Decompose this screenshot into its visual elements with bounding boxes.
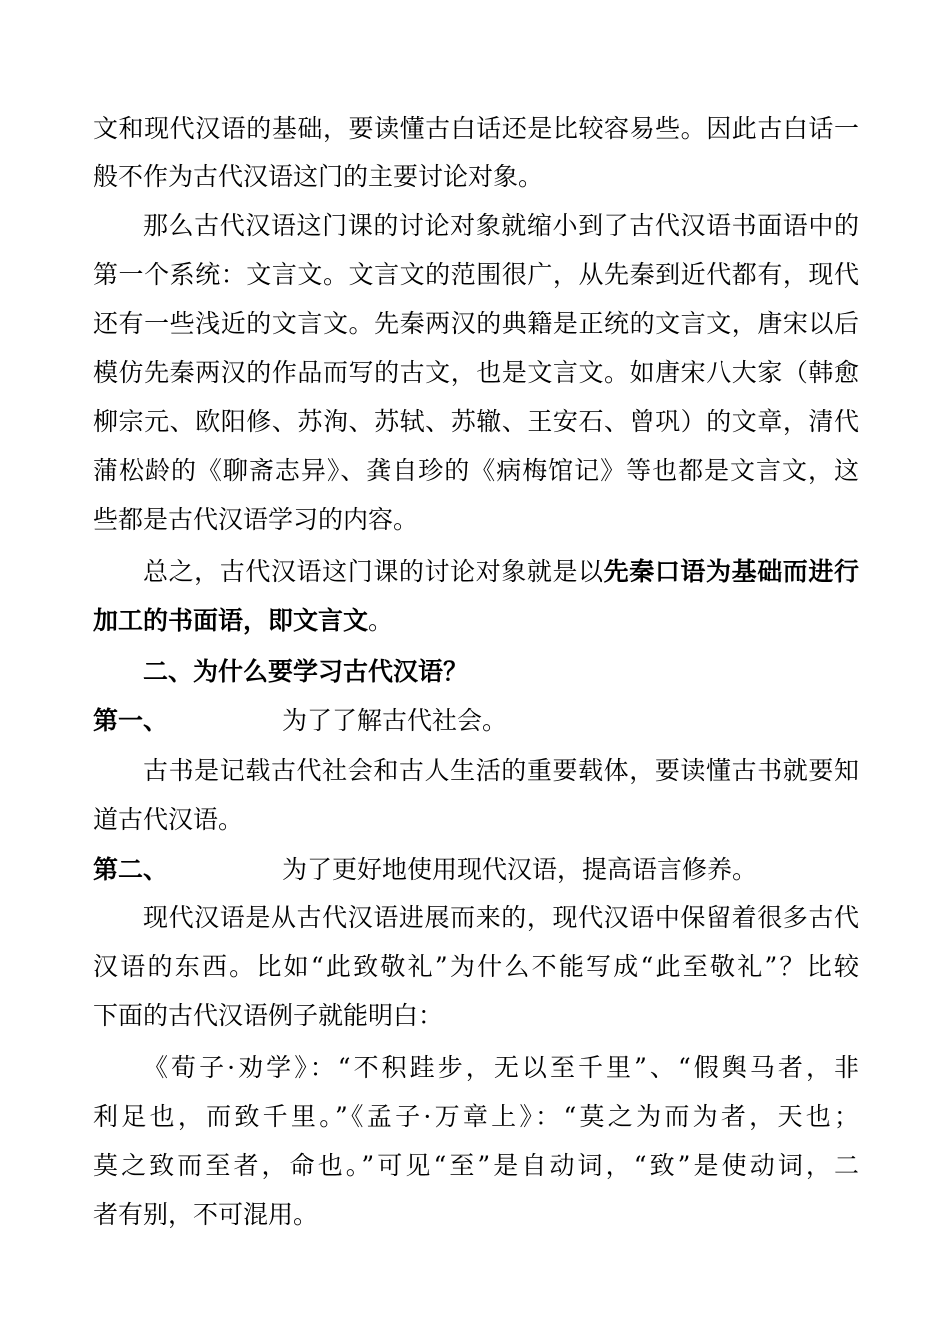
example-line-4: 者有别，不可混用。 (93, 1200, 319, 1229)
point-2-body-line-1: 现代汉语是从古代汉语进展而来的，现代汉语中保留着很多古代 (143, 903, 859, 932)
point-2-label: 第二、 (93, 855, 169, 884)
paragraph-2-line-4: 模仿先秦两汉的作品而写的古文，也是文言文。如唐宋八大家（韩愈 (93, 358, 859, 387)
paragraph-2-line-6: 蒲松龄的《聊斋志异》、龚自珍的《病梅馆记》等也都是文言文，这 (93, 456, 859, 485)
point-2-body-line-3: 下面的古代汉语例子就能明白： (93, 1001, 444, 1030)
point-1-title: 为了了解古代社会。 (282, 706, 508, 735)
paragraph-3-line-2 (93, 605, 859, 637)
example-line-1: 《荀子·劝学》：“不积跬步，无以至千里”、“假舆马者，非 (143, 1053, 859, 1082)
paragraph-3-period: 。 (368, 606, 394, 635)
paragraph-3-plain-text: 总之，古代汉语这门课的讨论对象就是以 (143, 557, 604, 586)
paragraph-2-line-7: 些都是古代汉语学习的内容。 (93, 505, 419, 534)
paragraph-3-line-1 (143, 556, 859, 588)
point-2-title: 为了更好地使用现代汉语，提高语言修养。 (282, 855, 758, 884)
paragraph-3-bold-text: 先秦口语为基础而进行 (603, 557, 859, 586)
point-1-body-line-2: 道古代汉语。 (93, 805, 244, 834)
section-heading: 二、为什么要学习古代汉语？ (143, 657, 469, 686)
paragraph-2-line-5: 柳宗元、欧阳修、苏洵、苏轼、苏辙、王安石、曾巩）的文章，清代 (93, 407, 859, 436)
point-1-body-line-1: 古书是记载古代社会和古人生活的重要载体，要读懂古书就要知 (143, 756, 859, 785)
example-line-3: 莫之致而至者，命也。”可见“至”是自动词，“致”是使动词，二 (93, 1151, 859, 1180)
paragraph-2-line-3: 还有一些浅近的文言文。先秦两汉的典籍是正统的文言文，唐宋以后 (93, 309, 859, 338)
point-1-label: 第一、 (93, 706, 169, 735)
paragraph-1-line-2: 般不作为古代汉语这门的主要讨论对象。 (93, 162, 544, 191)
paragraph-2-line-1: 那么古代汉语这门课的讨论对象就缩小到了古代汉语书面语中的 (143, 211, 859, 240)
paragraph-1-line-1: 文和现代汉语的基础，要读懂古白话还是比较容易些。因此古白话一 (93, 114, 859, 143)
example-line-2: 利足也，而致千里。”《孟子·万章上》：“莫之为而为者，天也； (93, 1102, 859, 1131)
point-2-body-line-2: 汉语的东西。比如“此致敬礼”为什么不能写成“此至敬礼”？比较 (93, 952, 859, 981)
paragraph-3-bold-conclusion: 加工的书面语，即文言文 (93, 606, 369, 635)
paragraph-2-line-2: 第一个系统：文言文。文言文的范围很广，从先秦到近代都有，现代 (93, 260, 859, 289)
